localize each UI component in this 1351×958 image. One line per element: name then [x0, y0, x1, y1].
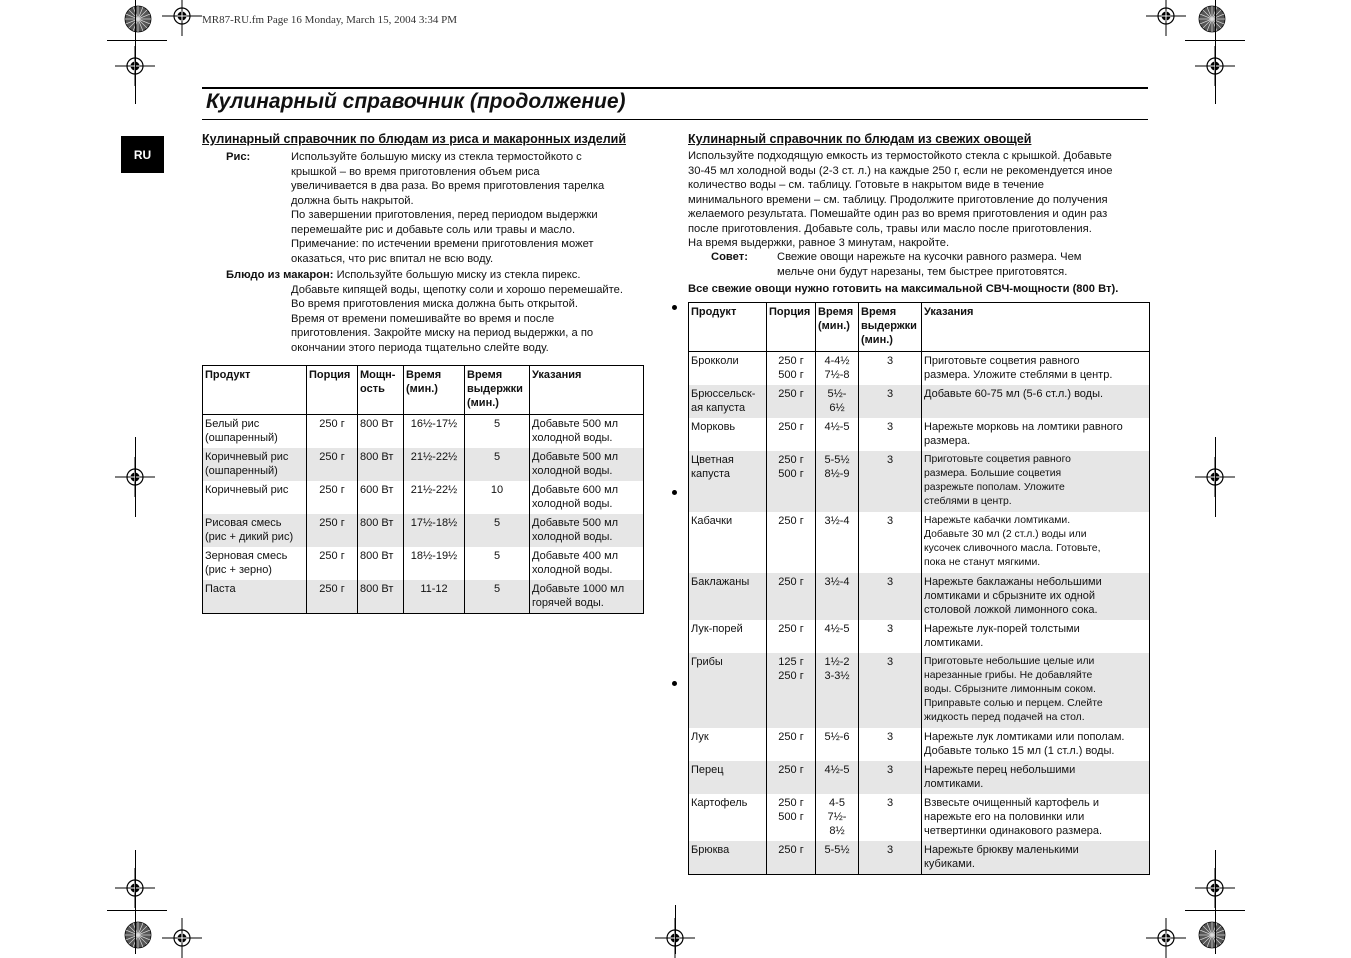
table-cell: Коричневый рис (ошпаренный) [203, 448, 307, 481]
table-row [689, 620, 1150, 653]
rice-table [202, 365, 644, 614]
table-cell: 250 г [307, 448, 358, 481]
pasta-label: Блюдо из макарон: [226, 269, 334, 281]
table-cell: 3 [859, 620, 922, 653]
veg-intro-line: На время выдержки, равное 3 минутам, накройте. [688, 237, 950, 249]
table-cell: 125 г 250 г [767, 653, 816, 728]
crop-line [135, 850, 136, 954]
veg-intro-line: желаемого результата. Помешайте один раз во время приготовления и один раз [688, 208, 1108, 220]
table-cell: 800 Вт [358, 580, 404, 614]
table-cell: 17½-18½ [404, 514, 465, 547]
column-header: Порция [307, 366, 358, 415]
rice-text-line: перемешайте рис и добавьте соль или травы и масло. [291, 223, 576, 236]
table-row [203, 514, 644, 547]
table-cell: 16½-17½ [404, 415, 465, 449]
table-cell: 4½-5 [816, 761, 859, 794]
table-cell: 800 Вт [358, 448, 404, 481]
table-cell: 3 [859, 451, 922, 512]
table-cell: Баклажаны [689, 573, 767, 620]
rice-section-heading: Кулинарный справочник по блюдам из риса и макаронных изделий [202, 132, 627, 146]
column-header: Указания [922, 303, 1150, 352]
table-cell: 3 [859, 352, 922, 386]
table-cell: Цветная капуста [689, 451, 767, 512]
table-cell: 250 г [307, 514, 358, 547]
table-cell: Лук-порей [689, 620, 767, 653]
table-cell: 250 г 500 г [767, 352, 816, 386]
pasta-text-line: Время от времени помешивайте во время и после [291, 312, 555, 325]
table-cell: Перец [689, 761, 767, 794]
print-header: MR87-RU.fm Page 16 Monday, March 15, 2004 3:34 PM [202, 14, 458, 26]
table-cell: 250 г [307, 580, 358, 614]
table-cell: 800 Вт [358, 514, 404, 547]
rice-text-line: оказаться, что рис впитал не всю воду. [291, 252, 494, 265]
tip-text-line: мельче они будут нарезаны, тем быстрее приготовятся. [777, 265, 1068, 278]
table-row [689, 841, 1150, 875]
color-bar-icon [1198, 5, 1226, 33]
table-cell: 5 [465, 547, 530, 580]
table-cell: 3½-4 [816, 512, 859, 573]
table-cell: 3 [859, 418, 922, 451]
rice-instructions [291, 150, 661, 266]
table-cell: Добавьте 500 мл холодной воды. [530, 415, 644, 449]
column-header: Время выдержки (мин.) [465, 366, 530, 415]
table-cell: 3 [859, 794, 922, 841]
rice-text-line: Примечание: по истечении времени приготовления может [291, 238, 594, 250]
pasta-text-line: Во время приготовления миска должна быть открытой. [291, 298, 579, 310]
tip-text [777, 250, 1147, 279]
crop-line [135, 0, 136, 104]
table-cell: Зерновая смесь (рис + зерно) [203, 547, 307, 580]
rice-text-line: Используйте большую миску из стекла термостойкото с [291, 151, 582, 163]
table-cell: Брюссельск- ая капуста [689, 385, 767, 418]
table-row [689, 451, 1150, 512]
rice-text-line: По завершении приготовления, перед периодом выдержки [291, 209, 598, 221]
table-cell: 600 Вт [358, 481, 404, 514]
table-row [203, 481, 644, 514]
title-rule [202, 87, 1148, 89]
table-cell: 21½-22½ [404, 448, 465, 481]
table-cell: Добавьте 500 мл холодной воды. [530, 514, 644, 547]
crop-line [1185, 40, 1245, 41]
column-header: Время выдержки (мин.) [859, 303, 922, 352]
table-row [689, 418, 1150, 451]
table-cell: Грибы [689, 653, 767, 728]
column-bullet [672, 681, 677, 686]
table-cell: Картофель [689, 794, 767, 841]
registration-target-icon [1146, 918, 1186, 958]
table-cell: 10 [465, 481, 530, 514]
crop-line [107, 910, 167, 911]
color-bar-icon [1198, 921, 1226, 949]
registration-target-icon [162, 0, 202, 36]
rice-text-line: крышкой – во время приготовления объем риса [291, 165, 540, 178]
table-cell: 3 [859, 385, 922, 418]
title-rule [202, 119, 1148, 120]
table-cell: 250 г 500 г [767, 451, 816, 512]
column-header: Указания [530, 366, 644, 415]
table-cell: Белый рис (ошпаренный) [203, 415, 307, 449]
column-header: Время (мин.) [404, 366, 465, 415]
table-cell: Кабачки [689, 512, 767, 573]
table-cell: Добавьте 400 мл холодной воды. [530, 547, 644, 580]
table-row [203, 580, 644, 614]
table-cell: 3 [859, 573, 922, 620]
table-row [689, 385, 1150, 418]
table-cell: 18½-19½ [404, 547, 465, 580]
table-row [689, 761, 1150, 794]
veg-table [688, 302, 1150, 875]
table-cell: Нарежьте баклажаны небольшими ломтиками и сбрызните их одной столовой ложкой лимонного сока. [922, 573, 1150, 620]
crop-line [675, 905, 676, 954]
pasta-block [226, 268, 666, 283]
table-cell: 3½-4 [816, 573, 859, 620]
table-cell: 250 г [767, 512, 816, 573]
column-bullet [672, 490, 677, 495]
column-header: Время (мин.) [816, 303, 859, 352]
table-cell: 800 Вт [358, 415, 404, 449]
table-cell: 3 [859, 512, 922, 573]
table-cell: 5-5½ [816, 841, 859, 875]
table-row [203, 547, 644, 580]
table-cell: 250 г [767, 573, 816, 620]
table-cell: 250 г [767, 620, 816, 653]
table-cell: 250 г [767, 761, 816, 794]
pasta-text-line: Добавьте кипящей воды, щепотку соли и хорошо перемешайте. [291, 283, 623, 296]
table-cell: Нарежьте брюкву маленькими кубиками. [922, 841, 1150, 875]
veg-intro-line: количество воды – см. таблицу. Готовьте в накрытом виде в течение [688, 179, 1045, 191]
table-cell: 5½-6 [816, 728, 859, 761]
table-cell: 3 [859, 841, 922, 875]
table-cell: Коричневый рис [203, 481, 307, 514]
table-cell: 11-12 [404, 580, 465, 614]
table-cell: 250 г [767, 728, 816, 761]
table-cell: Добавьте 500 мл холодной воды. [530, 448, 644, 481]
power-note: Все свежие овощи нужно готовить на максимальной СВЧ-мощности (800 Вт). [688, 283, 1119, 295]
table-cell: 5 [465, 580, 530, 614]
column-header: Порция [767, 303, 816, 352]
table-row [689, 653, 1150, 728]
table-cell: Брюква [689, 841, 767, 875]
crop-line [1215, 0, 1216, 104]
table-cell: 3 [859, 728, 922, 761]
table-cell: 5-5½ 8½-9 [816, 451, 859, 512]
crop-line [1215, 437, 1216, 517]
table-cell: 3 [859, 761, 922, 794]
pasta-text-line: приготовления. Закройте миску на период выдержки, а по [291, 327, 594, 339]
pasta-first-line: Используйте большую миску из стекла пирекс. [336, 269, 581, 281]
table-cell: Нарежьте морковь на ломтики равного размера. [922, 418, 1150, 451]
pasta-text-line: окончании этого периода тщательно слейте воду. [291, 341, 549, 354]
table-cell: Нарежьте перец небольшими ломтиками. [922, 761, 1150, 794]
column-header: Мощн- ость [358, 366, 404, 415]
tip-text-line: Свежие овощи нарежьте на кусочки равного размера. Чем [777, 251, 1082, 263]
table-cell: Приготовьте небольшие целые или нарезанные грибы. Не добавляйте воды. Сбрызните лимонным соком. Приправьте солью и перцем. Слейте жидкость перед подачей на стол. [922, 653, 1150, 728]
table-cell: Приготовьте соцветия равного размера. Большие соцветия разрежьте пополам. Уложите стеблями в центр. [922, 451, 1150, 512]
table-cell: 5 [465, 448, 530, 481]
table-cell: 4-5 7½- 8½ [816, 794, 859, 841]
registration-target-icon [1146, 0, 1186, 36]
table-row [689, 573, 1150, 620]
table-cell: Брокколи [689, 352, 767, 386]
table-cell: Паста [203, 580, 307, 614]
table-cell: 5 [465, 415, 530, 449]
table-cell: 4½-5 [816, 620, 859, 653]
table-cell: 250 г [307, 481, 358, 514]
veg-intro-line: 30-45 мл холодной воды (2-3 ст. л.) на каждые 250 г, если не рекомендуется иное [688, 164, 1113, 177]
crop-line [107, 40, 167, 41]
table-cell: Добавьте 1000 мл горячей воды. [530, 580, 644, 614]
table-cell: 250 г [767, 385, 816, 418]
rice-text-line: увеличивается в два раза. Во время приготовления тарелка [291, 180, 605, 192]
page-title: Кулинарный справочник (продолжение) [206, 90, 626, 113]
veg-section-heading: Кулинарный справочник по блюдам из свежих овощей [688, 132, 1032, 146]
table-cell: 3 [859, 653, 922, 728]
table-cell: 4-4½ 7½-8 [816, 352, 859, 386]
table-cell: 5 [465, 514, 530, 547]
rice-label: Рис: [226, 151, 251, 163]
table-cell: 250 г [307, 415, 358, 449]
crop-line [1185, 910, 1245, 911]
crop-line [1215, 850, 1216, 954]
veg-intro-line: после приготовления. Добавьте соль, травы или масло после приготовления. [688, 222, 1092, 235]
color-bar-icon [124, 921, 152, 949]
column-header: Продукт [203, 366, 307, 415]
table-cell: Нарежьте лук-порей толстыми ломтиками. [922, 620, 1150, 653]
table-cell: Добавьте 600 мл холодной воды. [530, 481, 644, 514]
table-row [689, 512, 1150, 573]
table-cell: Морковь [689, 418, 767, 451]
color-bar-icon [124, 5, 152, 33]
table-cell: 800 Вт [358, 547, 404, 580]
table-cell: Нарежьте кабачки ломтиками. Добавьте 30 мл (2 ст.л.) воды или кусочек сливочного масла. Готовьте, пока не станут мягкими. [922, 512, 1150, 573]
veg-intro-line: минимального времени – см. таблицу. Продолжите приготовление до получения [688, 193, 1108, 206]
column-header: Продукт [689, 303, 767, 352]
table-row [203, 448, 644, 481]
table-cell: 250 г [307, 547, 358, 580]
table-cell: 250 г [767, 841, 816, 875]
language-tab: RU [121, 136, 164, 173]
table-cell: Нарежьте лук ломтиками или пополам. Добавьте только 15 мл (1 ст.л.) воды. [922, 728, 1150, 761]
table-cell: Добавьте 60-75 мл (5-6 ст.л.) воды. [922, 385, 1150, 418]
table-cell: 250 г [767, 418, 816, 451]
table-cell: 5½- 6½ [816, 385, 859, 418]
table-cell: 4½-5 [816, 418, 859, 451]
table-cell: Приготовьте соцветия равного размера. Уложите стеблями в центр. [922, 352, 1150, 386]
table-cell: Рисовая смесь (рис + дикий рис) [203, 514, 307, 547]
table-row [689, 352, 1150, 386]
table-row [689, 728, 1150, 761]
table-cell: Лук [689, 728, 767, 761]
table-row [203, 415, 644, 449]
registration-target-icon [162, 918, 202, 958]
table-cell: Взвесьте очищенный картофель и нарежьте его на половинки или четвертинки одинакового размера. [922, 794, 1150, 841]
table-row [689, 794, 1150, 841]
table-cell: 1½-2 3-3½ [816, 653, 859, 728]
column-bullet [672, 305, 677, 310]
tip-label: Совет: [711, 251, 748, 263]
table-cell: 250 г 500 г [767, 794, 816, 841]
pasta-instructions [291, 283, 661, 356]
rice-text-line: должна быть накрытой. [291, 194, 414, 207]
veg-intro [688, 149, 1150, 251]
veg-intro-line: Используйте подходящую емкость из термостойкото стекла с крышкой. Добавьте [688, 150, 1112, 162]
table-cell: 21½-22½ [404, 481, 465, 514]
crop-line [135, 437, 136, 517]
